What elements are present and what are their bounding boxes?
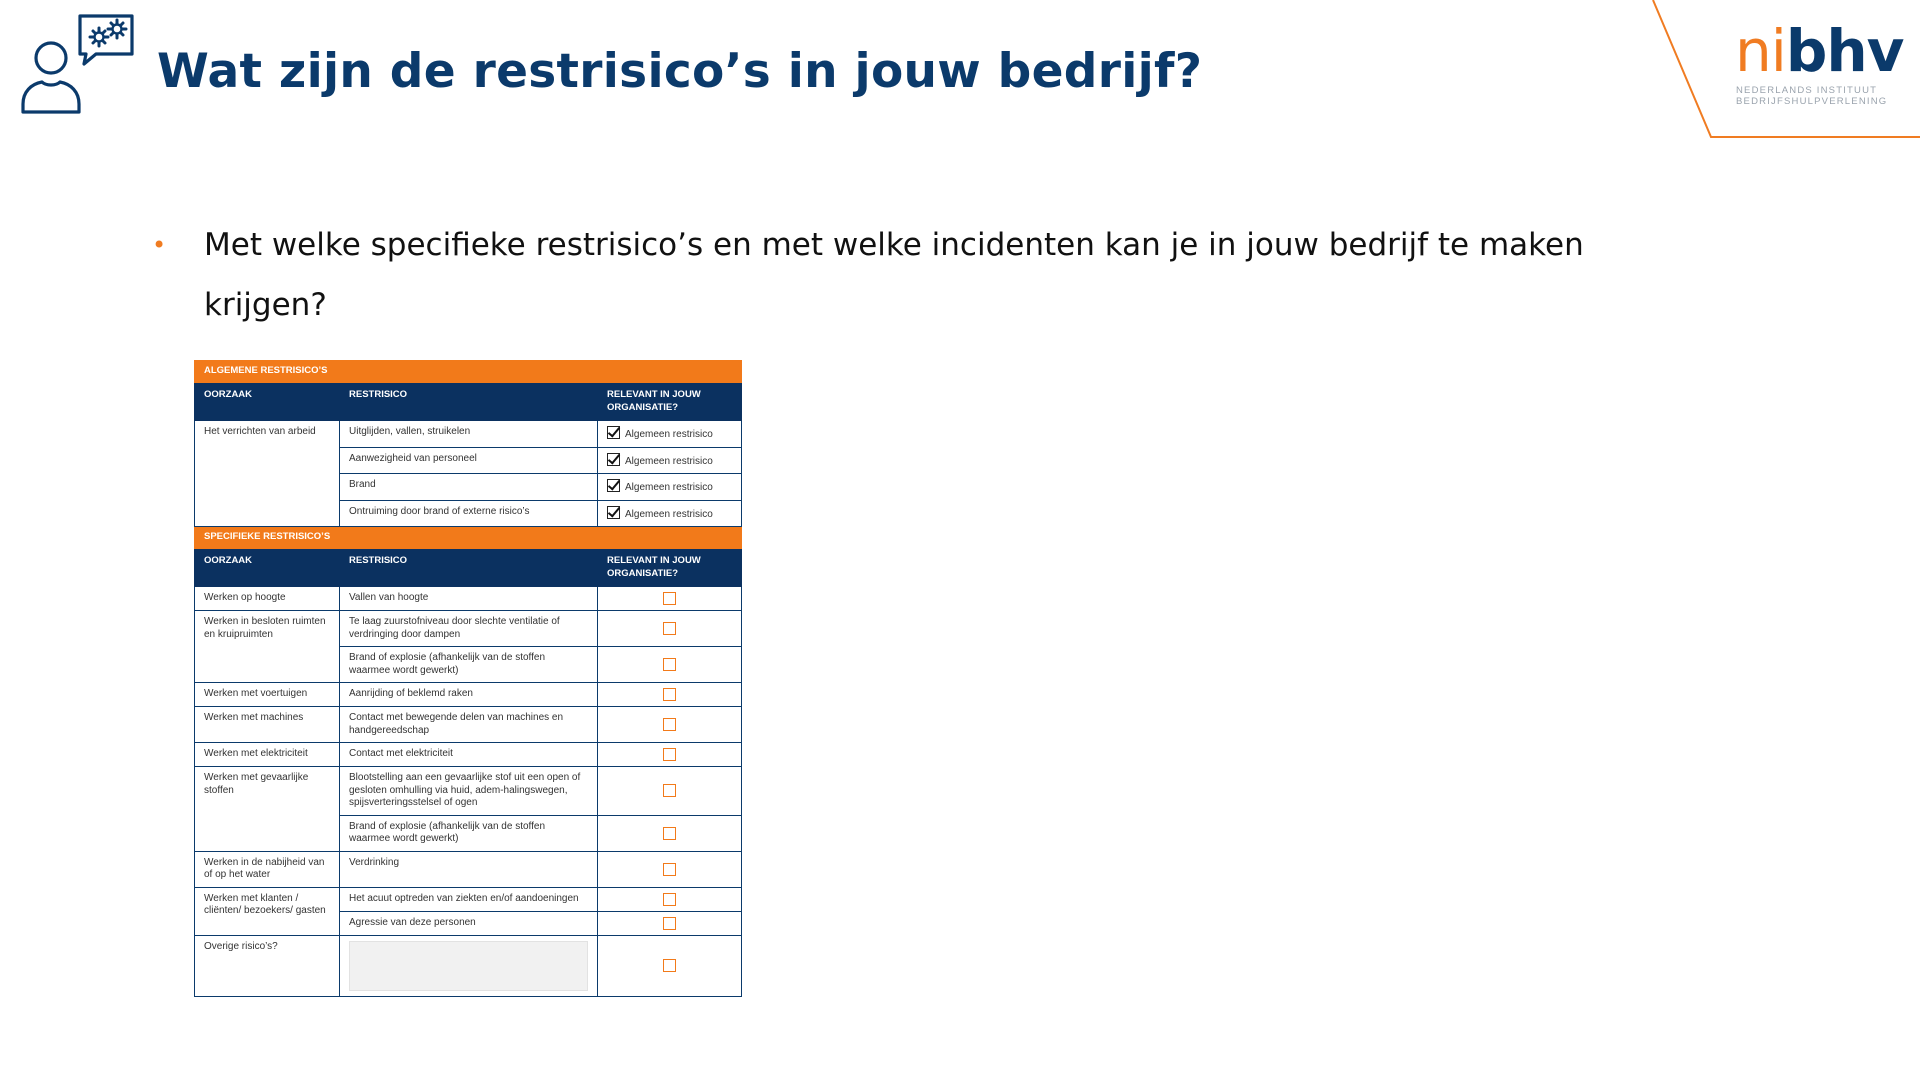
cause-cell: Werken met voertuigen (195, 683, 340, 707)
logo-subtitle: NEDERLANDS INSTITUUT BEDRIJFSHULPVERLENING (1736, 85, 1888, 107)
empty-checkbox-icon (663, 622, 676, 635)
empty-checkbox-icon (663, 863, 676, 876)
relevant-cell (598, 474, 742, 501)
empty-checkbox-icon (663, 658, 676, 671)
bullet-dot: • (152, 231, 167, 259)
risk-cell-blank (340, 935, 598, 996)
empty-checkbox-icon (663, 688, 676, 701)
risk-cell: Contact met bewegende delen van machines en handgereedschap (340, 707, 598, 743)
cause-cell: Werken op hoogte (195, 587, 340, 611)
check-label: Algemeen restrisico (625, 482, 713, 493)
section-title: SPECIFIEKE RESTRISICO’S (195, 527, 742, 549)
relevant-cell (598, 647, 742, 683)
bullet-question: • Met welke specifieke restrisico’s en met welke incidenten kan je in jouw bedrijf te maken krijgen? (152, 215, 1632, 335)
risk-cell: Contact met elektriciteit (340, 743, 598, 767)
header-cause: OORZAAK (195, 383, 340, 421)
cause-cell: Overige risico’s? (195, 935, 340, 996)
table-row (195, 887, 742, 911)
cause-cell: Werken in besloten ruimten en kruipruimten (195, 611, 340, 683)
relevant-cell (598, 447, 742, 474)
risk-cell: Vallen van hoogte (340, 587, 598, 611)
empty-checkbox-icon (663, 592, 676, 605)
relevant-cell (598, 421, 742, 448)
header-relevant: RELEVANT IN JOUW ORGANISATIE? (598, 549, 742, 587)
header-cause: OORZAAK (195, 549, 340, 587)
cause-cell: Werken met machines (195, 707, 340, 743)
check-label: Algemeen restrisico (625, 455, 713, 467)
table-row (195, 743, 742, 767)
risk-cell: Brand of explosie (afhankelijk van de stoffen waarmee wordt gewerkt) (340, 815, 598, 851)
cause-cell: Werken in de nabijheid van of op het water (195, 851, 340, 887)
table-row (195, 935, 742, 996)
empty-checkbox-icon (663, 917, 676, 930)
relevant-cell (598, 683, 742, 707)
relevant-cell (598, 935, 742, 996)
header-risk: RESTRISICO (340, 383, 598, 421)
cause-cell: Werken met gevaarlijke stoffen (195, 767, 340, 852)
table-row (195, 587, 742, 611)
cause-cell: Werken met elektriciteit (195, 743, 340, 767)
relevant-cell (598, 611, 742, 647)
risk-cell: Uitglijden, vallen, struikelen (340, 421, 598, 448)
table-row (195, 707, 742, 743)
relevant-cell (598, 767, 742, 816)
check-label: Algemeen restrisico (625, 429, 713, 440)
risk-cell: Blootstelling aan een gevaarlijke stof uit een open of gesloten omhulling via huid, adem-halingswegen, spijsverteringsstelsel of ogen (340, 767, 598, 816)
page-title: Wat zijn de restrisico’s in jouw bedrijf? (157, 44, 1203, 99)
empty-checkbox-icon (663, 959, 676, 972)
cause-cell: Het verrichten van arbeid (195, 421, 340, 527)
empty-checkbox-icon (663, 827, 676, 840)
cause-cell: Werken met klanten / cliënten/ bezoekers/ gasten (195, 887, 340, 935)
relevant-cell (598, 851, 742, 887)
relevant-cell (598, 815, 742, 851)
risk-cell: Verdrinking (340, 851, 598, 887)
table-row (195, 611, 742, 647)
section-row (195, 527, 742, 549)
relevant-cell (598, 887, 742, 911)
relevant-cell (598, 743, 742, 767)
relevant-cell (598, 500, 742, 527)
checked-checkbox-icon (607, 506, 620, 519)
relevant-cell (598, 707, 742, 743)
risk-cell: Agressie van deze personen (340, 911, 598, 935)
risk-cell: Aanwezigheid van personeel (340, 447, 598, 474)
blank-input-area (349, 941, 588, 991)
section-title: ALGEMENE RESTRISICO’S (195, 361, 742, 383)
empty-checkbox-icon (663, 718, 676, 731)
risk-cell: Brand of explosie (afhankelijk van de stoffen waarmee wordt gewerkt) (340, 647, 598, 683)
table-row (195, 683, 742, 707)
header-risk: RESTRISICO (340, 549, 598, 587)
header-row (195, 549, 742, 587)
risk-cell: Ontruiming door brand of externe risico’s (340, 500, 598, 527)
empty-checkbox-icon (663, 893, 676, 906)
checked-checkbox-icon (607, 453, 620, 466)
risk-cell: Te laag zuurstofniveau door slechte ventilatie of verdringing door dampen (340, 611, 598, 647)
header-row (195, 383, 742, 421)
section-row (195, 361, 742, 383)
header-relevant: RELEVANT IN JOUW ORGANISATIE? (598, 383, 742, 421)
risk-cell: Brand (340, 474, 598, 501)
restrisico-table-image (194, 360, 741, 997)
table-row (195, 421, 742, 448)
empty-checkbox-icon (663, 784, 676, 797)
nibhv-logo: nibhv (1735, 17, 1904, 85)
relevant-cell (598, 911, 742, 935)
relevant-cell (598, 587, 742, 611)
empty-checkbox-icon (663, 748, 676, 761)
person-with-gears-icon (18, 12, 134, 116)
risk-cell: Aanrijding of beklemd raken (340, 683, 598, 707)
table-row (195, 767, 742, 816)
checked-checkbox-icon (607, 479, 620, 492)
risk-cell: Het acuut optreden van ziekten en/of aandoeningen (340, 887, 598, 911)
checked-checkbox-icon (607, 426, 620, 439)
table-row (195, 851, 742, 887)
check-label: Algemeen restrisico (625, 508, 713, 520)
